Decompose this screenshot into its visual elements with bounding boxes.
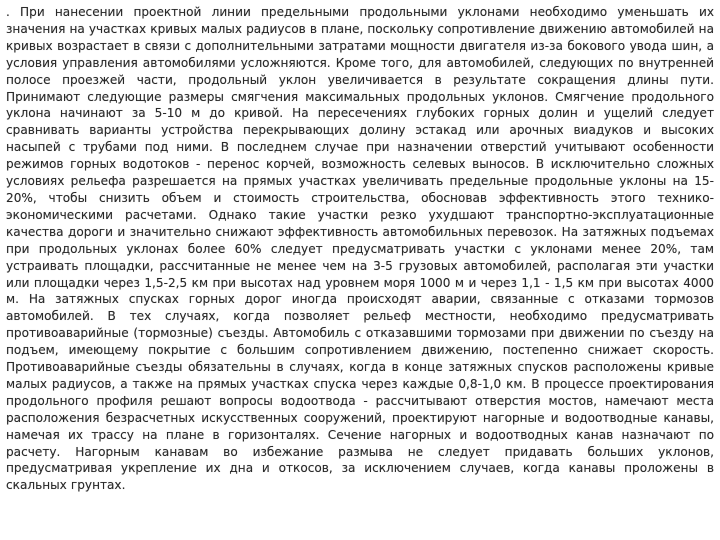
body-paragraph: . При нанесении проектной линии предельными продольными уклонами необходимо уменьшать их значения на участках кривых малых радиусов в плане, поскольку сопротивление движению автомобилей на кривых возрастает в связи с дополнительными затратами мощности двигателя из-за бокового увода шин, а условия управления автомобилями усложняются. Кроме того, для автомобилей, следующих по внутренней полосе проезжей части, продольный уклон увеличивается в результате сокращения длины пути. Принимают следующие размеры смягчения максимальных продольных уклонов. Смягчение продольного уклона начинают за 5-10 м до кривой. На пересечениях глубоких горных долин и ущелий следует сравнивать варианты устройства перекрывающих долину эстакад или арочных виадуков и высоких насыпей с трубами под ними. В последнем случае при назначении отверстий учитывают особенности режимов горных водотоков - перенос корчей, возможность селевых выносов. В исключительно сложных условиях рельефа разрешается на прямых участках увеличивать предельные продольные уклоны на 15-20%, чтобы снизить объем и стоимость строительства, обосновав эффективность этого технико-экономическими расчетами. Однако такие участки резко ухудшают транспортно-эксплуатационные качества дороги и значительно снижают эффективность автомобильных перевозок. На затяжных подъемах при продольных уклонах более 60% следует предусматривать участки с уклонами менее 20%, там устраивать площадки, рассчитанные не менее чем на 3-5 грузовых автомобилей, располагая эти участки или площадки через 1,5-2,5 км при высотах над уровнем моря 1000 м и через 1,1 - 1,5 км при высотах 4000 м. На затяжных спусках горных дорог иногда происходят аварии, связанные с отказами тормозов автомобилей. В тех случаях, когда позволяет рельеф местности, необходимо предусматривать противоаварийные (тормозные) съезды. Автомобиль с отказавшими тормозами при движении по съезду на подъем, имеющему покрытие с большим сопротивлением движению, постепенно снижает скорость. Противоаварийные съезды обязательны в случаях, когда в конце затяжных спусков расположены кривые малых радиусов, а также на прямых участках спуска через каждые 0,8-1,0 км. В процессе проектирования продольного профиля решают вопросы водоотвода - рассчитывают отверстия мостов, намечают места расположения безрасчетных искусственных сооружений, проектируют нагорные и водоотводные канавы, намечая их трассу на плане в горизонталях. Сечение нагорных и водоотводных канав назначают по расчету. Нагорным канавам во избежание размыва не следует придавать больших уклонов, предусматривая укрепление их дна и откосов, за исключением случаев, когда канавы проложены в скальных грунтах. xyxy=(6,5,714,493)
document-page xyxy=(6,4,714,534)
